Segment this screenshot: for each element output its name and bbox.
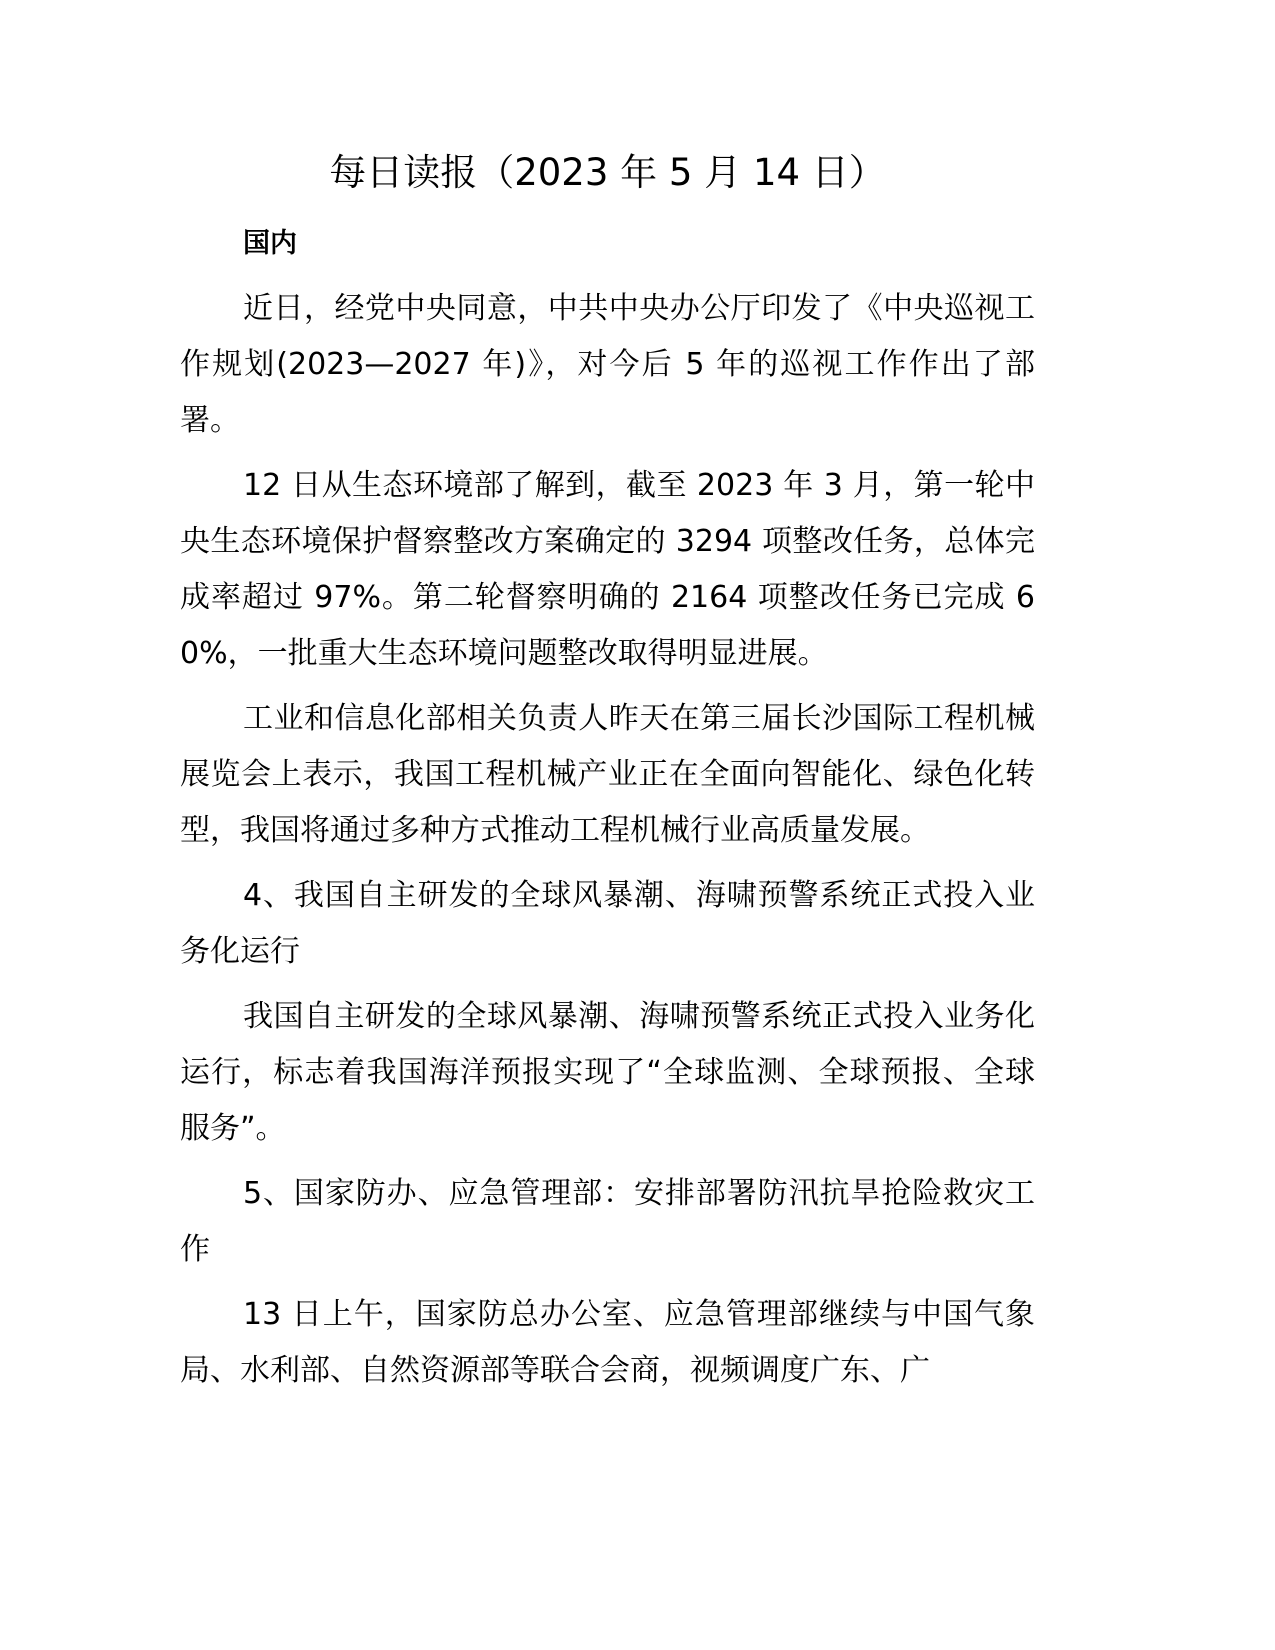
section-heading: 国内	[243, 228, 297, 259]
paragraph-heading-flood-control: 5、国家防办、应急管理部：安排部署防汛抗旱抢险救灾工作	[180, 1176, 1035, 1267]
paragraph-heading-tsunami-warning: 4、我国自主研发的全球风暴潮、海啸预警系统正式投入业务化运行	[180, 878, 1035, 969]
paragraph-inspection-plan: 近日，经党中央同意，中共中央办公厅印发了《中央巡视工作规划(2023—2027 年)》，对今后 5 年的巡视工作作出了部署。	[180, 291, 1035, 438]
paragraph-engineering-machinery: 工业和信息化部相关负责人昨天在第三届长沙国际工程机械展览会上表示，我国工程机械产业正在全面向智能化、绿色化转型，我国将通过多种方式推动工程机械行业高质量发展。	[180, 701, 1035, 848]
document-title: 每日读报（2023 年 5 月 14 日）	[329, 151, 886, 194]
document-body	[180, 281, 1035, 1408]
paragraph-eco-inspection: 12 日从生态环境部了解到，截至 2023 年 3 月，第一轮中央生态环境保护督察整改方案确定的 3294 项整改任务，总体完成率超过 97%。第二轮督察明确的 2164 项整改任务已完成 60%，一批重大生态环境问题整改取得明显进展。	[180, 468, 1035, 671]
paragraph-flood-control: 13 日上午，国家防总办公室、应急管理部继续与中国气象局、水利部、自然资源部等联合会商，视频调度广东、广	[180, 1297, 1035, 1388]
paragraph-tsunami-warning: 我国自主研发的全球风暴潮、海啸预警系统正式投入业务化运行，标志着我国海洋预报实现了“全球监测、全球预报、全球服务”。	[180, 999, 1035, 1146]
